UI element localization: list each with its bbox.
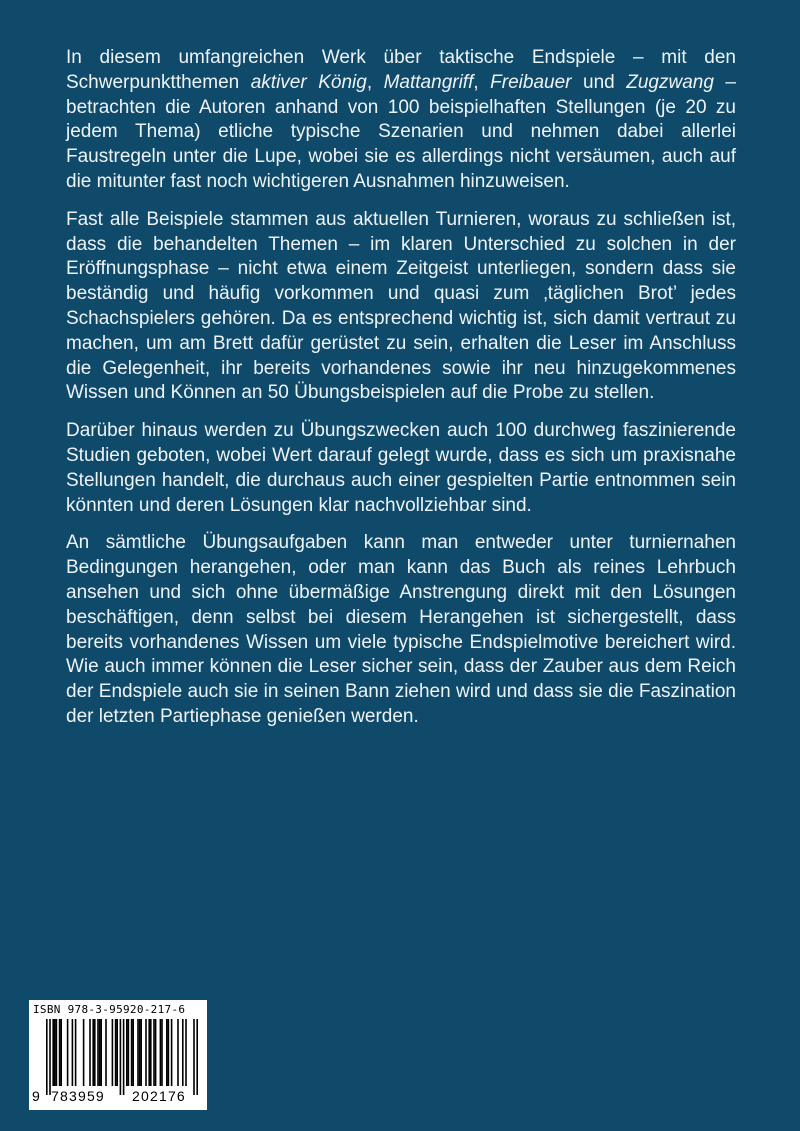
barcode-bar — [145, 1019, 147, 1086]
barcode-bar — [177, 1019, 179, 1086]
barcode-bar — [60, 1019, 62, 1086]
barcode-bar — [166, 1019, 168, 1086]
barcode-bar — [52, 1019, 54, 1086]
separator: , — [366, 71, 384, 93]
barcode-bar — [193, 1019, 195, 1095]
theme-aktiver-koenig: aktiver König — [250, 71, 367, 93]
ean-left-digits: 783959 — [51, 1088, 105, 1104]
barcode-bar — [112, 1019, 114, 1086]
barcode-bar — [92, 1019, 94, 1086]
ean-right-digits: 202176 — [132, 1088, 186, 1104]
barcode-bar — [120, 1019, 122, 1095]
barcode-bar — [100, 1019, 102, 1086]
theme-zugzwang: Zugzwang — [626, 71, 714, 93]
barcode-bar — [161, 1019, 163, 1086]
barcode-bar — [54, 1019, 56, 1086]
barcode-bar — [67, 1019, 69, 1086]
separator: , — [473, 71, 491, 93]
barcode-bar — [196, 1019, 198, 1095]
blurb-p1-text-a: In diesem umfangreichen Werk über taktische Endspiele – mit den Schwerpunktthemen — [66, 47, 736, 93]
barcode-bar — [94, 1019, 96, 1086]
barcode-bar — [150, 1019, 152, 1086]
barcode-bar — [99, 1019, 101, 1086]
barcode-bar — [148, 1019, 150, 1086]
barcode-bar — [171, 1019, 173, 1086]
blurb-paragraph-3: Darüber hinaus werden zu Übungszwecken auch 100 durchweg faszinierende Studien geboten, wobei Wert darauf gelegt wurde, dass es sich um praxisnahe Stellungen handelt, die durchaus auch einer gespielten Partie entnommen sein könnten und deren Lösungen klar nachvollziehbar sind. — [66, 420, 736, 516]
isbn-barcode — [29, 1000, 207, 1110]
isbn-label: ISBN 978-3-95920-217-6 — [33, 1003, 186, 1016]
barcode-bar — [132, 1019, 134, 1086]
blurb-paragraph-1 — [66, 46, 736, 195]
barcode-bar — [105, 1019, 107, 1086]
barcode-bar — [126, 1019, 128, 1086]
barcode-bar — [160, 1019, 162, 1086]
blurb-paragraph-2: Fast alle Beispiele stammen aus aktuellen Turnieren, woraus zu schließen ist, dass die behandelten Themen – im klaren Unterschied zu solchen in der Eröffnungsphase – nicht etwa einem Zeitgeist unterliegen, sondern dass sie beständig und häufig vorkommen und quasi zum ‚täglichen Brot’ jedes Schachspielers gehören. Da es entsprechend wichtig ist, sich damit vertraut zu machen, um am Brett dafür gerüstet zu sein, erhalten die Leser im Anschluss die Gelegenheit, ihr bereits vorhandenes sowie ihr neu hinzugekommenes Wissen und Können an 50 Übungsbeispielen auf die Probe zu stellen. — [66, 208, 736, 404]
ean-lead-digit: 9 — [32, 1088, 41, 1104]
barcode-bar — [131, 1019, 133, 1086]
theme-freibauer: Freibauer — [490, 71, 572, 93]
back-cover-blurb — [66, 46, 736, 743]
barcode-bar — [139, 1019, 141, 1086]
barcode-bar — [182, 1019, 184, 1086]
barcode-bar — [137, 1019, 139, 1086]
barcode-bar — [75, 1019, 77, 1086]
barcode-bar — [97, 1019, 99, 1086]
barcode-bar — [115, 1019, 117, 1086]
barcode-bar — [128, 1019, 130, 1086]
barcode-bar — [89, 1019, 91, 1086]
barcode-bar — [116, 1019, 118, 1086]
barcode-bar — [59, 1019, 61, 1086]
barcode-bar — [153, 1019, 155, 1086]
barcode-bar — [123, 1019, 125, 1095]
barcode-bar — [185, 1019, 187, 1086]
barcode-bar — [140, 1019, 142, 1086]
barcode-bar — [72, 1019, 74, 1086]
blurb-paragraph-4: An sämtliche Übungsaufgaben kann man entweder unter turniernahen Bedingungen herangehen, oder man kann das Buch als reines Lehrbuch ansehen und sich ohne übermäßige Anstrengung direkt mit den Lösungen beschäftigen, denn selbst bei diesem Herangehen ist sichergestellt, dass bereits vorhandenes Wissen um viele typische Endspielmotive bereichert wird. Wie auch immer können die Leser sicher sein, dass der Zauber aus dem Reich der Endspiele auch sie in seinen Bann ziehen wird und dass sie die Faszination der letzten Partiephase genießen werden. — [66, 532, 736, 727]
blurb-p1-text-b: – betrachten die Autoren anhand von 100 beispielhaften Stellungen (je 20 zu jedem Thema) etliche typische Szenarien und nehmen dabei allerlei Faustregeln unter die Lupe, wobei sie es allerdings nicht versäumen, auch auf die mitunter fast noch wichtigeren Ausnahmen hinzuweisen. — [66, 71, 736, 192]
barcode-bar — [49, 1019, 51, 1095]
theme-mattangriff: Mattangriff — [383, 71, 474, 93]
separator: und — [571, 71, 627, 93]
barcode-bar — [56, 1019, 58, 1086]
barcode-bar — [168, 1019, 170, 1086]
barcode-bar — [155, 1019, 157, 1086]
barcode-bar — [83, 1019, 85, 1086]
barcode-bar — [46, 1019, 48, 1095]
